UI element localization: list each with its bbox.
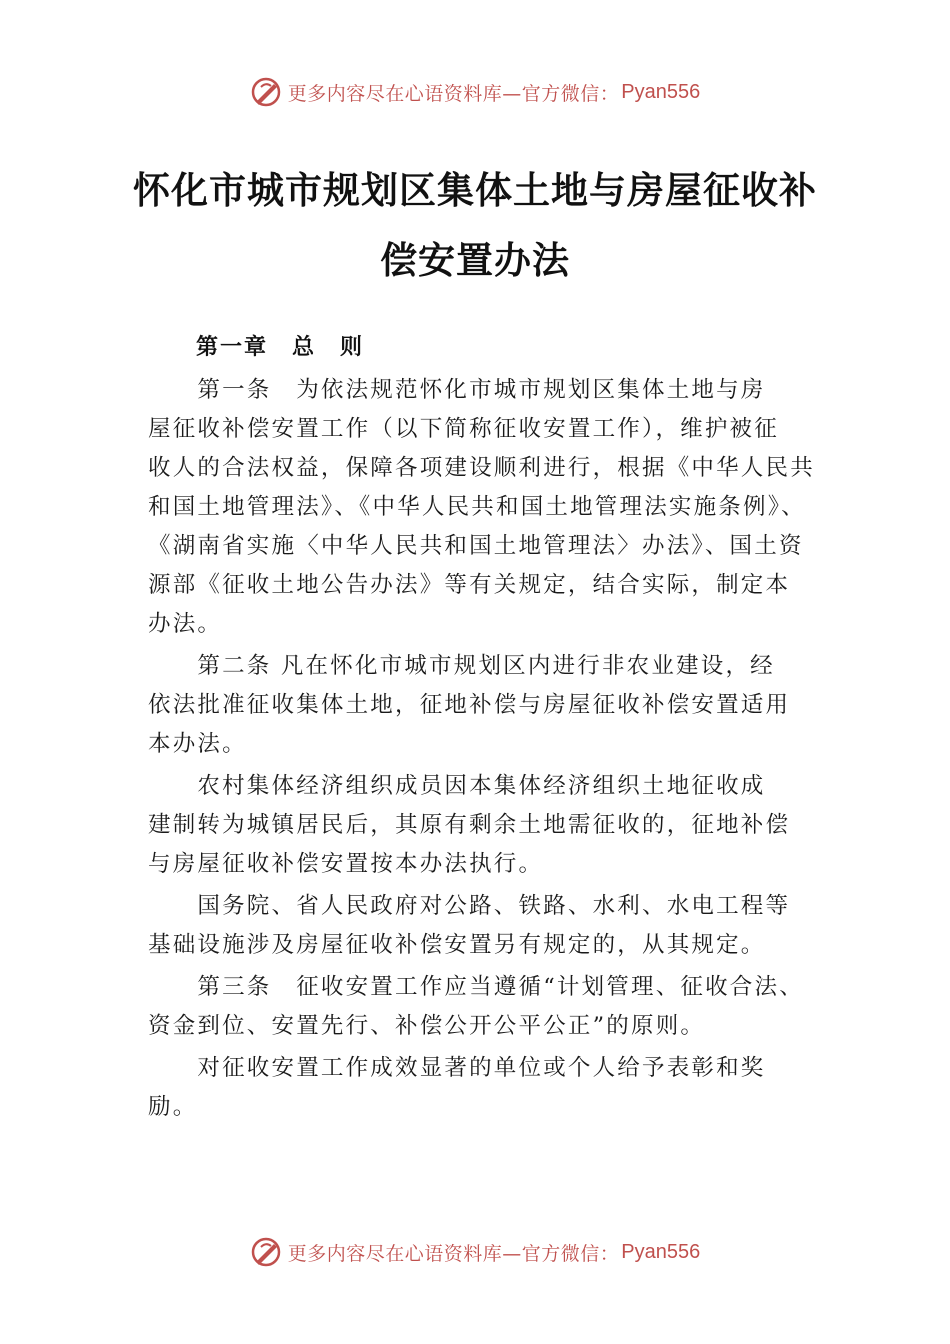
body-line: 屋征收补偿安置工作（以下简称征收安置工作），维护被征 (148, 416, 779, 442)
body-line: 基础设施涉及房屋征收补偿安置另有规定的，从其规定。 (148, 932, 766, 958)
body-line: 依法批准征收集体土地，征地补偿与房屋征收补偿安置适用 (148, 692, 791, 718)
body-line: 建制转为城镇居民后，其原有剩余土地需征收的，征地补偿 (148, 812, 791, 838)
body-line: 国务院、省人民政府对公路、铁路、水利、水电工程等 (148, 893, 791, 919)
body-line: 对征收安置工作成效显著的单位或个人给予表彰和奖 (148, 1055, 766, 1081)
body-line: 和国土地管理法》、《中华人民共和国土地管理法实施条例》、 (148, 494, 806, 520)
banner-text: 更多内容尽在心语资料库—官方微信： (287, 82, 620, 105)
body-line: 励。 (148, 1094, 198, 1120)
body-line: 资金到位、安置先行、补偿公开公平公正”的原则。 (148, 1013, 706, 1039)
body-line: 第二条 凡在怀化市城市规划区内进行非农业建设，经 (148, 653, 775, 679)
footer-banner (0, 1232, 950, 1272)
body-line: 农村集体经济组织成员因本集体经济组织土地征收成 (148, 773, 766, 799)
pen-circle-logo-icon (250, 76, 282, 108)
body-line: 第三条 征收安置工作应当遵循“计划管理、征收合法、 (148, 974, 804, 1000)
body-line: 《湖南省实施〈中华人民共和国土地管理法〉办法》、国土资 (148, 533, 804, 559)
wechat-id: Pyan556 (621, 1240, 701, 1263)
header-banner (0, 72, 950, 112)
document-title-line-2: 偿安置办法 (380, 238, 570, 282)
body-line: 第一条 为依法规范怀化市城市规划区集体土地与房 (148, 377, 766, 403)
body-line: 与房屋征收补偿安置按本办法执行。 (148, 851, 544, 877)
body-line: 本办法。 (148, 731, 247, 757)
chapter-heading: 第一章 总 则 (196, 335, 365, 360)
pen-circle-logo-icon (250, 1236, 282, 1268)
document-title-line-1: 怀化市城市规划区集体土地与房屋征收补 (133, 168, 817, 212)
wechat-id: Pyan556 (621, 80, 701, 103)
body-line: 收人的合法权益，保障各项建设顺利进行，根据《中华人民共 (148, 455, 815, 481)
banner-text: 更多内容尽在心语资料库—官方微信： (287, 1242, 620, 1265)
body-line: 办法。 (148, 611, 223, 637)
body-line: 源部《征收土地公告办法》等有关规定，结合实际，制定本 (148, 572, 791, 598)
